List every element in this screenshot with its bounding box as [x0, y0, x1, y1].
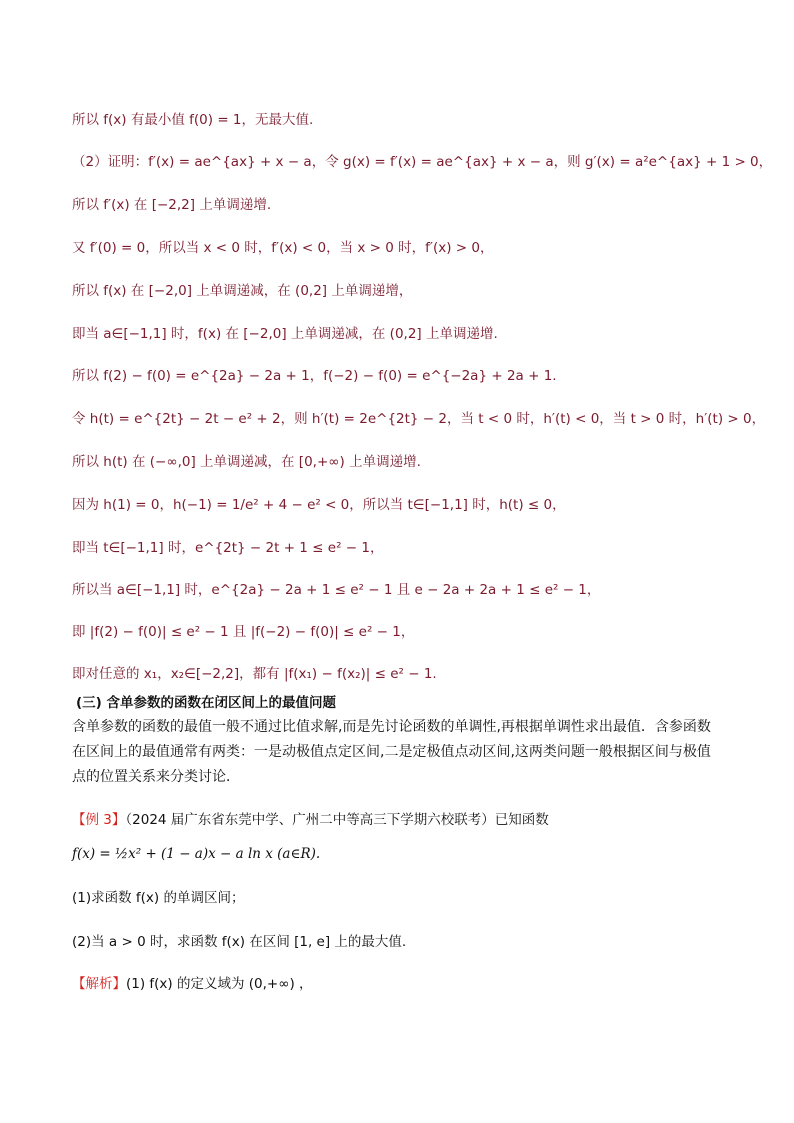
example-function: f(x) = ½x² + (1 − a)x − a ln x (a∈R).: [72, 846, 321, 862]
intro-paragraph: 含单参数的函数的最值一般不通过比值求解,而是先讨论函数的单调性,再根据单调性求出最值．含参函数在区间上的最值通常有两类：一是动极值点定区间,二是定极值点动区间,这两类问题一般根据区间与极值点的位置关系来分类讨论．: [72, 719, 711, 785]
solution-label: 【解析】: [72, 976, 126, 992]
solution-line-2: （2）证明：f′(x) = ae^{ax} + x − a，令 g(x) = f′(x) = ae^{ax} + x − a，则 g′(x) = a²e^{ax} + 1 > 0，: [72, 154, 773, 170]
solution-line-10: 因为 h(1) = 0，h(−1) = 1/e² + 4 − e² < 0，所以当 t∈[−1,1] 时，h(t) ≤ 0，: [72, 497, 566, 513]
question-2: (2)当 a > 0 时，求函数 f(x) 在区间 [1, e] 上的最大值.: [72, 934, 407, 950]
solution-line-4: 又 f′(0) = 0，所以当 x < 0 时，f′(x) < 0，当 x > 0 时，f′(x) > 0，: [72, 240, 494, 256]
solution-text: (1) f(x) 的定义域为 (0,+∞) ，: [126, 976, 313, 992]
example-label: 【例 3】: [72, 812, 126, 828]
section-heading: (三) 含单参数的函数在闭区间上的最值问题: [76, 695, 337, 711]
solution-start: [72, 972, 313, 992]
solution-line-1: 所以 f(x) 有最小值 f(0) = 1，无最大值.: [72, 112, 314, 128]
solution-line-3: 所以 f′(x) 在 [−2,2] 上单调递增.: [72, 197, 272, 213]
solution-line-12: 所以当 a∈[−1,1] 时，e^{2a} − 2a + 1 ≤ e² − 1 且 e − 2a + 2a + 1 ≤ e² − 1，: [72, 582, 601, 598]
solution-line-13: 即 |f(2) − f(0)| ≤ e² − 1 且 |f(−2) − f(0)| ≤ e² − 1，: [72, 624, 415, 640]
solution-line-9: 所以 h(t) 在 (−∞,0] 上单调递减，在 [0,+∞) 上单调递增.: [72, 454, 421, 470]
question-1: (1)求函数 f(x) 的单调区间；: [72, 890, 245, 906]
solution-line-5: 所以 f(x) 在 [−2,0] 上单调递减，在 (0,2] 上单调递增，: [72, 283, 413, 299]
example-source: （2024 届广东省东莞中学、广州二中等高三下学期六校联考）已知函数: [125, 812, 549, 828]
solution-line-7: 所以 f(2) − f(0) = e^{2a} − 2a + 1，f(−2) − f(0) = e^{−2a} + 2a + 1.: [72, 368, 557, 384]
example-line: [72, 808, 549, 828]
solution-line-11: 即当 t∈[−1,1] 时，e^{2t} − 2t + 1 ≤ e² − 1，: [72, 540, 384, 556]
solution-line-6: 即当 a∈[−1,1] 时，f(x) 在 [−2,0] 上单调递减，在 (0,2] 上单调递增.: [72, 326, 498, 342]
solution-line-14: 即对任意的 x₁，x₂∈[−2,2]，都有 |f(x₁) − f(x₂)| ≤ e² − 1.: [72, 666, 437, 682]
solution-line-8: 令 h(t) = e^{2t} − 2t − e² + 2，则 h′(t) = 2e^{2t} − 2，当 t < 0 时，h′(t) < 0，当 t > 0 时，h′(t) > 0，: [72, 411, 766, 427]
